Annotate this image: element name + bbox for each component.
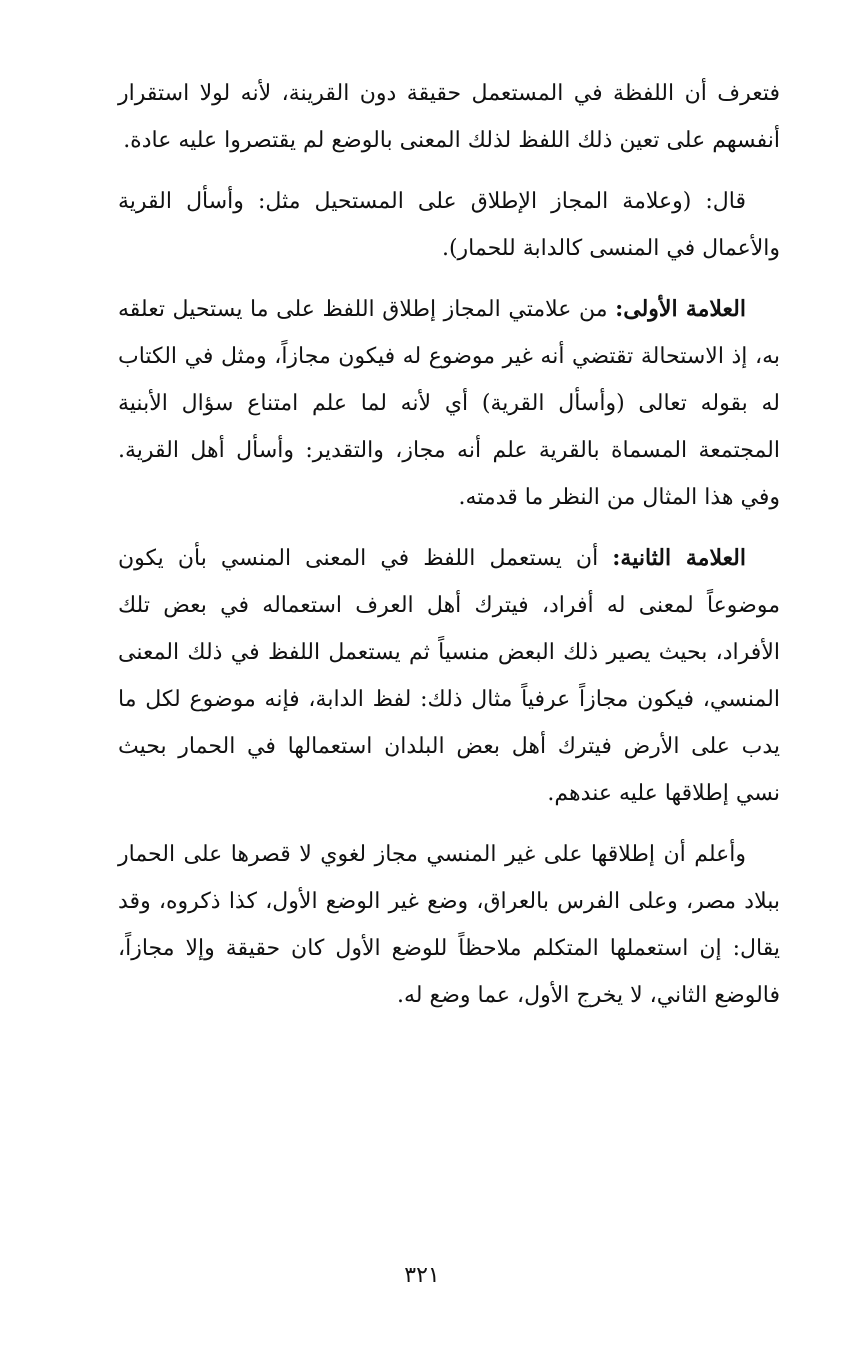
page-number: ٣٢١: [404, 1263, 440, 1288]
page-body-text: [118, 70, 780, 1033]
paragraph-1: [118, 70, 780, 164]
paragraph-5: [118, 831, 780, 1019]
paragraph-3-text: من علامتي المجاز إطلاق اللفظ على ما يستحيل تعلقه به، إذ الاستحالة تقتضي أنه غير موضوع له فيكون مجازاً، ومثل في الكتاب له بقوله تعالى (وأسأل القرية) أي لأنه لما علم امتناع سؤال الأبنية المجتمعة المسماة بالقرية علم أنه مجاز، والتقدير: وأسأل أهل القرية. وفي هذا المثال من النظر ما قدمته.: [118, 297, 780, 510]
paragraph-1-text: فتعرف أن اللفظة في المستعمل حقيقة دون القرينة، لأنه لولا استقرار أنفسهم على تعين ذلك اللفظ لذلك المعنى بالوضع لم يقتصروا عليه عادة.: [118, 81, 780, 153]
paragraph-3-first-sign: [118, 286, 780, 521]
paragraph-4-text: أن يستعمل اللفظ في المعنى المنسي بأن يكون موضوعاً لمعنى له أفراد، فيترك أهل العرف استعماله في بعض تلك الأفراد، بحيث يصير ذلك البعض منسياً ثم يستعمل اللفظ في ذلك المعنى المنسي، فيكون مجازاً عرفياً مثال ذلك: لفظ الدابة، فإنه موضوع لكل ما يدب على الأرض فيترك أهل بعض البلدان استعمالها في الحمار بحيث نسي إطلاقها عليه عندهم.: [118, 546, 780, 806]
paragraph-4-second-sign: [118, 535, 780, 817]
first-sign-heading: العلامة الأولى:: [615, 296, 746, 322]
paragraph-5-text: وأعلم أن إطلاقها على غير المنسي مجاز لغوي لا قصرها على الحمار ببلاد مصر، وعلى الفرس بالعراق، وضع غير الوضع الأول، كذا ذكروه، وقد يقال: إن استعملها المتكلم ملاحظاً للوضع الأول كان حقيقة وإلا مجازاً، فالوضع الثاني، لا يخرج الأول، عما وضع له.: [118, 842, 780, 1008]
second-sign-heading: العلامة الثانية:: [612, 545, 746, 571]
paragraph-2-quote: [118, 178, 780, 272]
paragraph-2-text: قال: (وعلامة المجاز الإطلاق على المستحيل مثل: وأسأل القرية والأعمال في المنسى كالدابة للحمار).: [118, 189, 780, 261]
